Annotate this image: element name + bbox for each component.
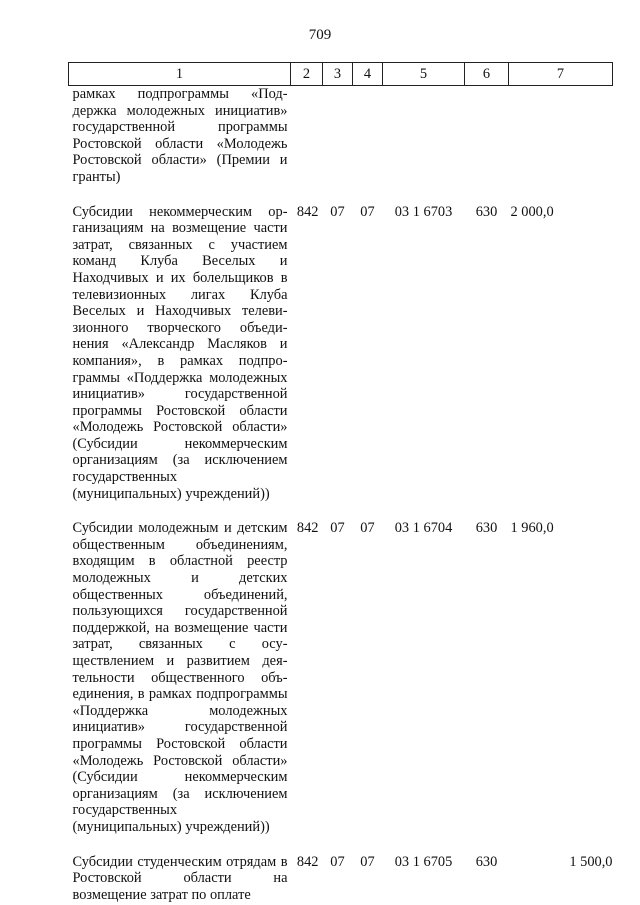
cell-section-code: 07 (330, 520, 345, 537)
column-header-6: 6 (465, 63, 509, 86)
row-description: Субсидии студенческим отрядам в Ростовской области на возмещение затрат по оплате (72, 853, 288, 903)
cell-amount (509, 86, 613, 186)
cell-section-code (323, 86, 353, 186)
cell-target-code (383, 86, 465, 186)
budget-table (68, 62, 613, 903)
cell-expense-type: 630 (475, 853, 498, 870)
column-header-3: 3 (323, 63, 353, 86)
cell-section-code: 07 (330, 853, 345, 870)
column-header-1: 1 (69, 63, 291, 86)
row-spacer (69, 502, 613, 520)
cell-subsection-code: 07 (360, 203, 375, 220)
table-row (69, 520, 613, 835)
cell-amount: 2 000,0 (510, 203, 554, 220)
cell-ministry-code: 842 (296, 203, 319, 220)
cell-expense-type: 630 (475, 203, 498, 220)
cell-subsection-code: 07 (360, 853, 375, 870)
cell-target-code: 03 1 6704 (394, 520, 453, 537)
column-header-5: 5 (383, 63, 465, 86)
cell-section-code: 07 (330, 203, 345, 220)
cell-amount: 1 960,0 (510, 520, 554, 537)
table-row (69, 86, 613, 186)
cell-ministry-code (291, 86, 323, 186)
row-description: рамках подпрограммы «Поддержка молодежных инициатив» государственной программы Ростовской области «Молодежь Ростовской области» (Премии и гранты) (72, 86, 288, 185)
column-header-7: 7 (509, 63, 613, 86)
cell-target-code: 03 1 6703 (394, 203, 453, 220)
cell-amount: 1 500,0 (569, 853, 613, 870)
cell-expense-type: 630 (475, 520, 498, 537)
cell-expense-type (465, 86, 509, 186)
page-number: 709 (308, 27, 332, 43)
cell-subsection-code: 07 (360, 520, 375, 537)
row-description: Субсидии некоммерческим организациям на возмещение части затрат, связанных с участием команд Клуба Веселых и Находчивых и их болельщиков в телевизионных лигах Клуба Веселых и Находчивых телевизионного творческого объединения «Александр Масляков и компания», в рамках подпрограммы «Поддержка молодежных инициатив» государственной программы Ростовской области «Молодежь Ростовской области» (Субсидии некоммерческим организациям (за исключением государственных (муниципальных) учреждений)) (72, 203, 288, 502)
cell-target-code: 03 1 6705 (394, 853, 453, 870)
row-spacer (69, 186, 613, 204)
cell-ministry-code: 842 (296, 853, 319, 870)
table-row (69, 204, 613, 503)
header-row (69, 63, 613, 86)
column-header-4: 4 (353, 63, 383, 86)
row-spacer (69, 836, 613, 854)
table-row (69, 854, 613, 904)
cell-ministry-code: 842 (296, 520, 319, 537)
row-description: Субсидии молодежным и детским общественным объединениям, входящим в областной реестр молодежных и детских общественных объединений, пользующихся государственной поддержкой, на возмещение части затрат, связанных с осуществлением и развитием деятельности общественного объединения, в рамках подпрограммы «Поддержка молодежных инициатив» государственной программы Ростовской области «Молодежь Ростовской области» (Субсидии некоммерческим организациям (за исключением государственных (муниципальных) учреждений)) (72, 520, 288, 835)
column-header-2: 2 (291, 63, 323, 86)
cell-subsection-code (353, 86, 383, 186)
